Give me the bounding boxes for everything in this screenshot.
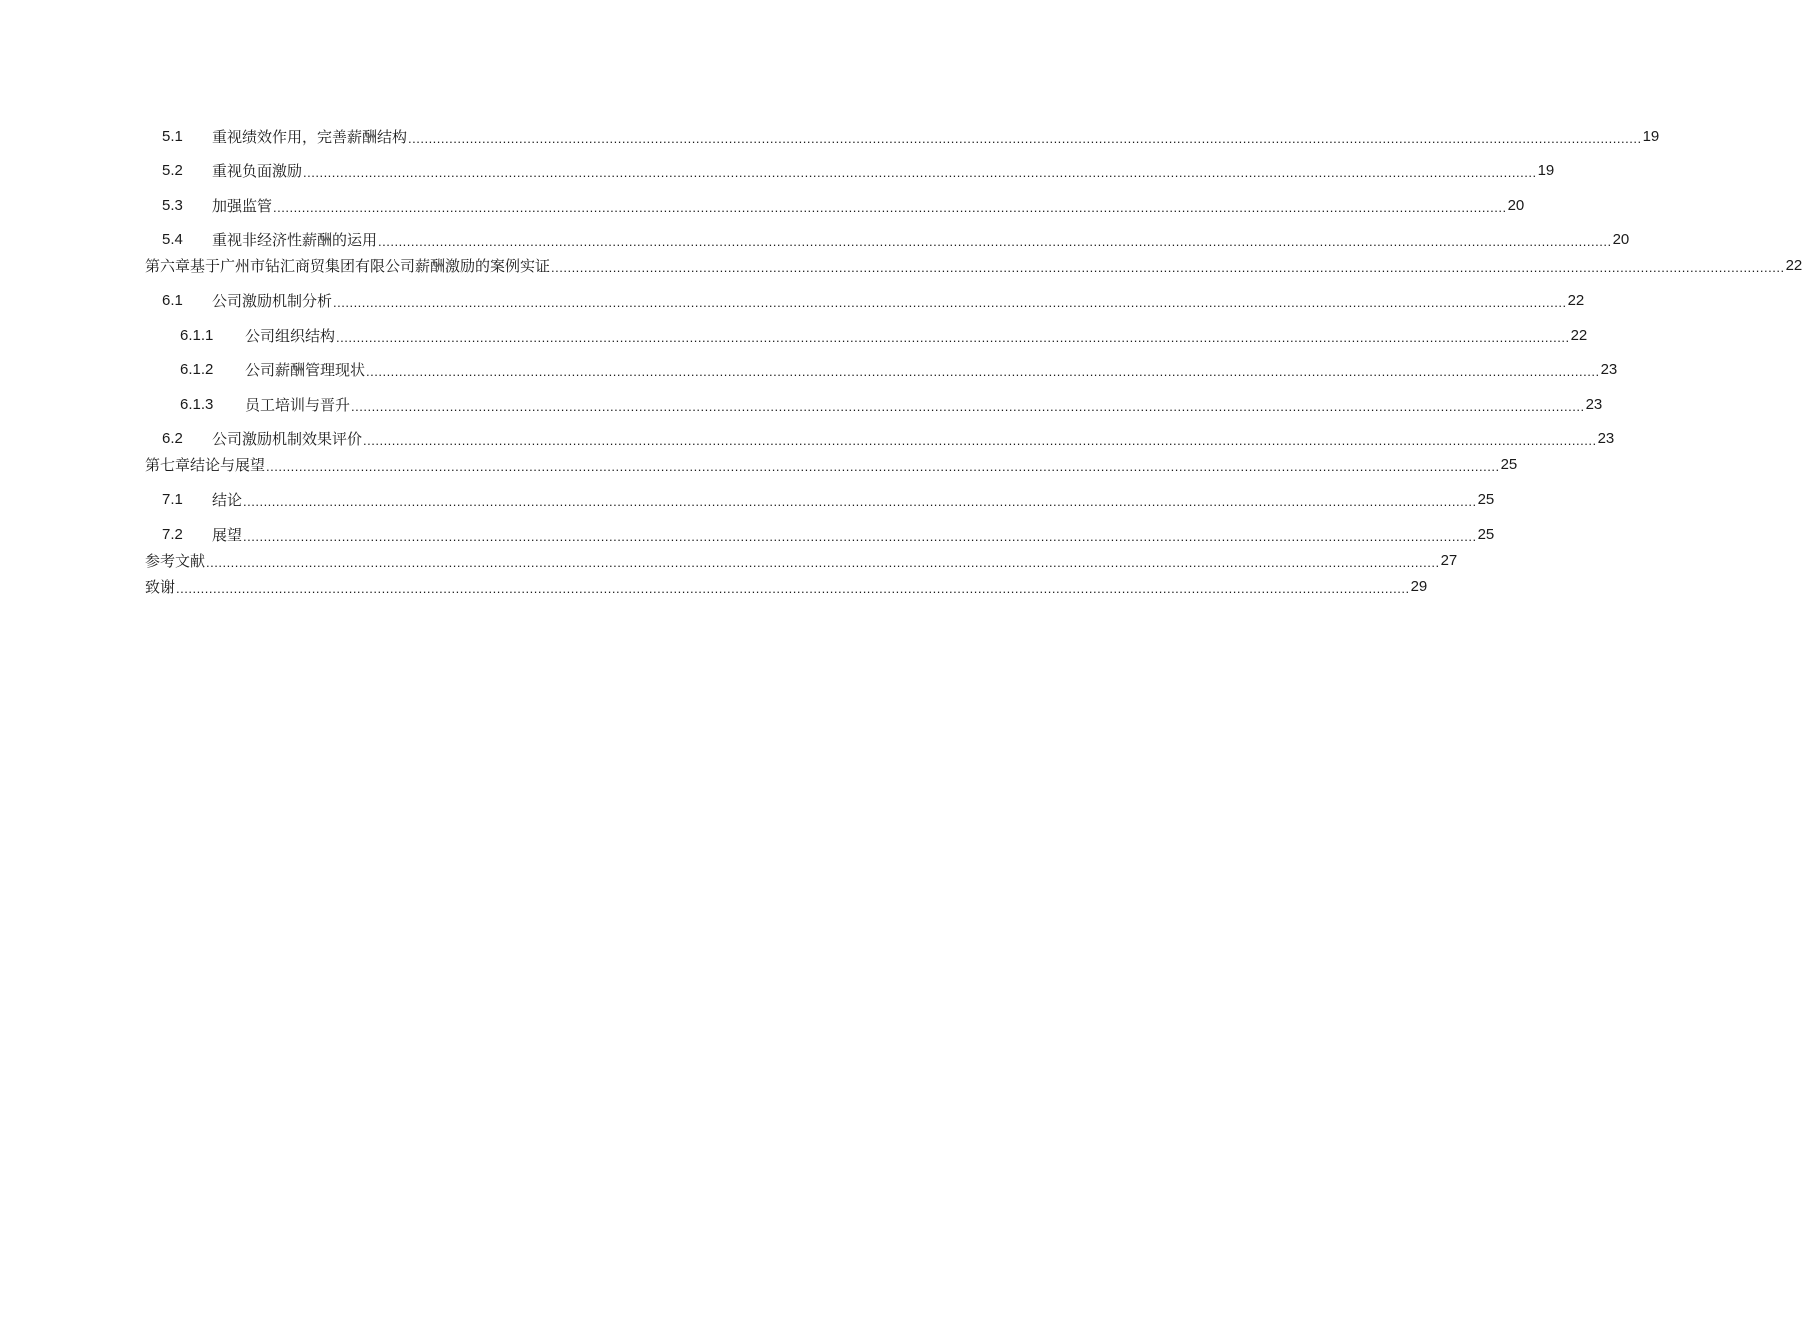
toc-entry-page-number: 25	[1500, 456, 1518, 474]
toc-entry[interactable]	[145, 250, 1802, 276]
dot-leader: ............................................................................................................................................................................................................................................................................................................	[378, 234, 1612, 250]
toc-entry-title: 重视负面激励	[212, 162, 303, 181]
toc-entry-title: 重视非经济性薪酬的运用	[212, 231, 378, 250]
toc-entry-number: 6.1	[162, 291, 183, 309]
toc-entry[interactable]	[145, 112, 1660, 147]
dot-leader: ............................................................................................................................................................................................................................................................................................................	[206, 554, 1440, 570]
toc-entry-title: 结论	[212, 490, 243, 509]
toc-entry-page-number: 22	[1570, 326, 1588, 344]
toc-entry[interactable]	[145, 571, 1428, 597]
toc-entry-title: 致谢	[145, 577, 176, 596]
toc-entry-number: 6.1.3	[180, 395, 214, 413]
toc-entry-title: 参考文献	[145, 551, 206, 570]
dot-leader: ............................................................................................................................................................................................................................................................................................................	[266, 459, 1500, 475]
toc-entry-page-number: 25	[1477, 490, 1495, 508]
toc-entry-title: 公司激励机制分析	[212, 291, 333, 310]
toc-entry-title: 公司薪酬管理现状	[245, 361, 366, 380]
dot-leader: ............................................................................................................................................................................................................................................................................................................	[336, 329, 1570, 345]
toc-entry[interactable]	[145, 475, 1495, 510]
toc-entry-number: 7.1	[162, 490, 183, 508]
dot-leader: ............................................................................................................................................................................................................................................................................................................	[303, 165, 1537, 181]
toc-entry-title: 展望	[212, 525, 243, 544]
toc-entry-page-number: 27	[1440, 551, 1458, 569]
toc-entry[interactable]	[145, 449, 1518, 475]
toc-entry-number: 5.3	[162, 196, 183, 214]
toc-entry-number: 6.1.2	[180, 361, 214, 379]
dot-leader: ............................................................................................................................................................................................................................................................................................................	[243, 493, 1477, 509]
toc-entry-title: 第六章基于广州市钻汇商贸集团有限公司薪酬激励的案例实证	[145, 257, 551, 276]
toc-entry-number: 6.2	[162, 430, 183, 448]
toc-entry[interactable]	[145, 147, 1555, 182]
toc-entry-number: 7.2	[162, 525, 183, 543]
toc-entry-title: 公司组织结构	[245, 326, 336, 345]
toc-entry-page-number: 20	[1507, 196, 1525, 214]
toc-entry[interactable]	[145, 415, 1615, 450]
toc-entry-page-number: 29	[1410, 577, 1428, 595]
toc-entry-number: 5.4	[162, 231, 183, 249]
toc-entry-title: 加强监管	[212, 196, 273, 215]
toc-entry-title: 重视绩效作用，完善薪酬结构	[212, 127, 408, 146]
toc-entry[interactable]	[145, 545, 1458, 571]
dot-leader: ............................................................................................................................................................................................................................................................................................................	[363, 433, 1597, 449]
toc-entry-page-number: 22	[1567, 291, 1585, 309]
toc-entry-page-number: 25	[1477, 525, 1495, 543]
dot-leader: ............................................................................................................................................................................................................................................................................................................	[333, 294, 1567, 310]
toc-entry[interactable]	[145, 311, 1588, 346]
toc-entry[interactable]	[145, 510, 1495, 545]
toc-entry-page-number: 20	[1612, 231, 1630, 249]
dot-leader: ............................................................................................................................................................................................................................................................................................................	[273, 199, 1507, 215]
dot-leader: ............................................................................................................................................................................................................................................................................................................	[243, 528, 1477, 544]
toc-entry-title: 员工培训与晋升	[245, 395, 351, 414]
toc-entry-page-number: 23	[1600, 361, 1618, 379]
toc-entry-page-number: 19	[1537, 162, 1555, 180]
toc-entry-title: 公司激励机制效果评价	[212, 430, 363, 449]
toc-entry-page-number: 23	[1585, 395, 1603, 413]
toc-entry[interactable]	[145, 380, 1603, 415]
toc-entry[interactable]	[145, 346, 1618, 381]
dot-leader: ............................................................................................................................................................................................................................................................................................................	[176, 580, 1410, 596]
dot-leader: ............................................................................................................................................................................................................................................................................................................	[408, 130, 1642, 146]
toc-entry[interactable]	[145, 181, 1525, 216]
toc-entry[interactable]	[145, 216, 1630, 251]
dot-leader: ............................................................................................................................................................................................................................................................................................................	[366, 364, 1600, 380]
toc-entry-page-number: 19	[1642, 127, 1660, 145]
dot-leader: ............................................................................................................................................................................................................................................................................................................	[351, 398, 1585, 414]
toc-entry-page-number: 22	[1785, 257, 1802, 275]
dot-leader: ............................................................................................................................................................................................................................................................................................................	[551, 260, 1785, 276]
toc-entry-number: 5.2	[162, 162, 183, 180]
toc-entry-number: 6.1.1	[180, 326, 214, 344]
toc-entry-page-number: 23	[1597, 430, 1615, 448]
table-of-contents	[145, 112, 1802, 597]
toc-entry[interactable]	[145, 276, 1585, 311]
toc-entry-title: 第七章结论与展望	[145, 456, 266, 475]
toc-entry-number: 5.1	[162, 127, 183, 145]
